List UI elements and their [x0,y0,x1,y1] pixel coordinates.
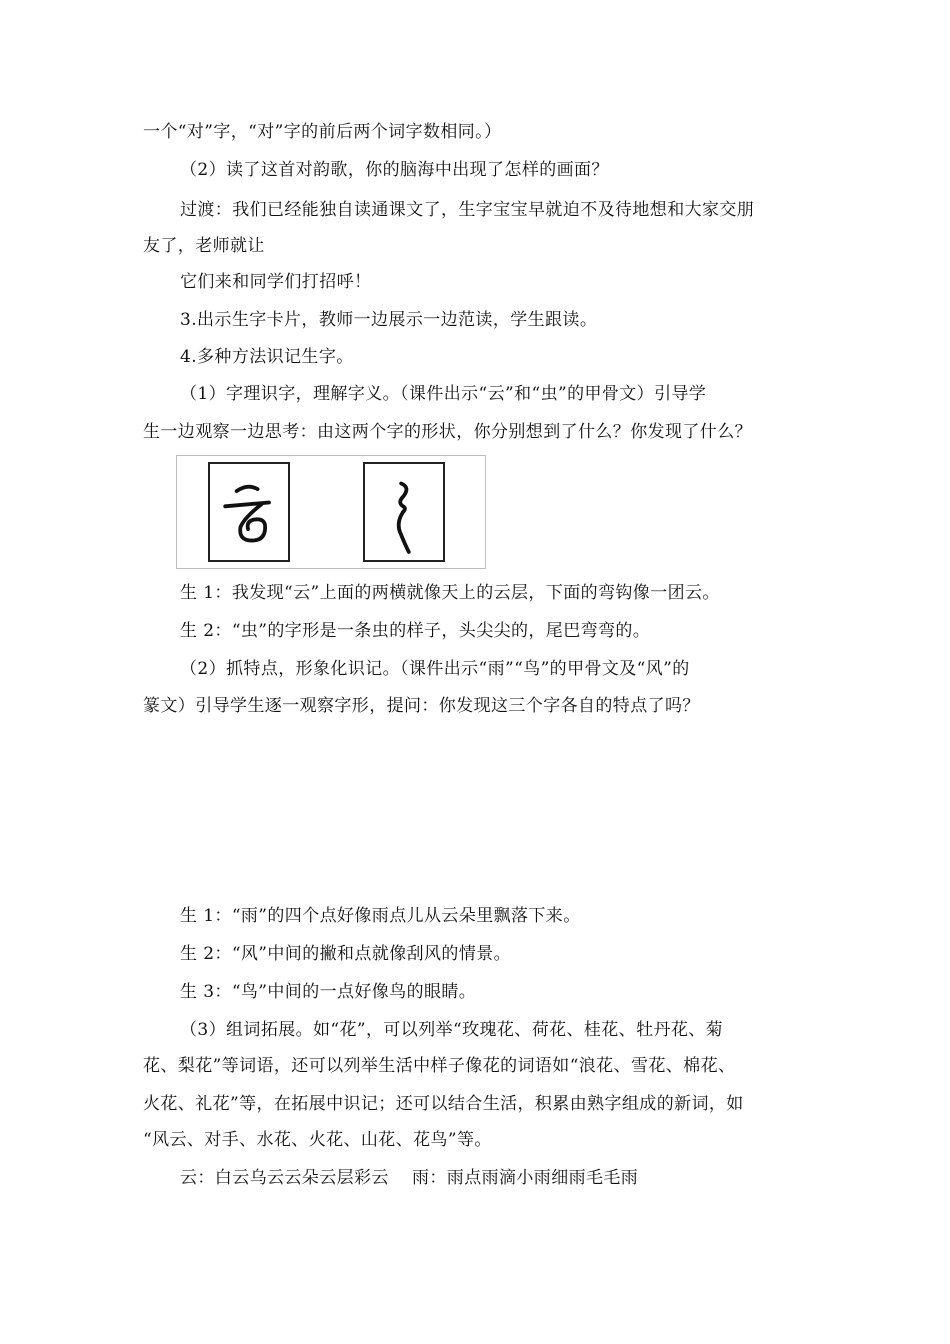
oracle-glyph-yun [208,462,290,562]
paragraph-line: “风云、对手、水花、火花、山花、花鸟”等。 [143,1130,492,1150]
paragraph-line: （3）组词拓展。如“花”，可以列举“玫瑰花、荷花、桂花、牡丹花、菊 [180,1020,724,1040]
cloud-glyph-icon [210,464,288,560]
paragraph-line: 云：白云乌云云朵云层彩云 雨：雨点雨滴小雨细雨毛毛雨 [180,1168,639,1188]
paragraph-line: 生 2：“虫”的字形是一条虫的样子，头尖尖的，尾巴弯弯的。 [180,621,651,641]
oracle-glyph-chong [363,462,445,562]
oracle-bone-script-figure [176,455,486,569]
paragraph-line: （1）字理识字，理解字义。（课件出示“云”和“虫”的甲骨文）引导学 [180,384,707,404]
paragraph-line: （2）读了这首对韵歌，你的脑海中出现了怎样的画面？ [180,160,609,180]
paragraph-line: 生一边观察一边思考：由这两个字的形状，你分别想到了什么？你发现了什么？ [143,422,752,442]
paragraph-line: 过渡：我们已经能独自读通课文了，生字宝宝早就迫不及待地想和大家交朋 [180,200,755,220]
paragraph-line: 篆文）引导学生逐一观察字形，提问：你发现这三个字各自的特点了吗？ [143,696,700,716]
paragraph-line: 花、梨花”等词语，还可以列举生活中样子像花的词语如“浪花、雪花、棉花、 [143,1056,736,1076]
paragraph-line: 友了，老师就让 [143,236,265,256]
paragraph-line: 火花、礼花”等，在拓展中识记；还可以结合生活，积累由熟字组成的新词，如 [143,1094,744,1114]
paragraph-line: 一个“对”字，“对”字的前后两个词字数相同。） [143,122,502,142]
paragraph-line: 它们来和同学们打招呼！ [180,272,372,292]
paragraph-line: 4.多种方法识记生字。 [180,347,354,367]
paragraph-line: 生 3：“鸟”中间的一点好像鸟的眼睛。 [180,982,477,1002]
paragraph-line: 3.出示生字卡片，教师一边展示一边范读，学生跟读。 [180,310,598,330]
paragraph-line: （2）抓特点，形象化识记。（课件出示“雨”“鸟”的甲骨文及“风”的 [180,659,690,679]
paragraph-line: 生 2：“风”中间的撇和点就像刮风的情景。 [180,944,512,964]
paragraph-line: 生 1：“雨”的四个点好像雨点儿从云朵里飘落下来。 [180,906,581,926]
paragraph-line: 生 1：我发现“云”上面的两横就像天上的云层，下面的弯钩像一团云。 [180,583,720,603]
insect-glyph-icon [365,464,443,560]
